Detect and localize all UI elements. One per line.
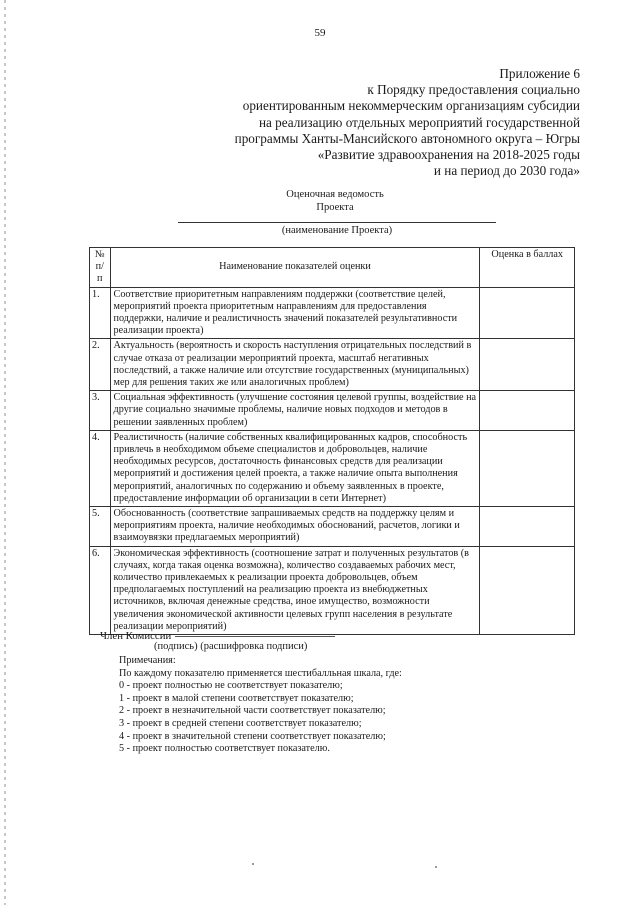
table-row	[90, 391, 575, 431]
row-indicator: Обоснованность (соответствие запрашиваемых средств на поддержку целям и мероприятиям проекта, наличие необходимых обоснований, расчетов, логики и взаимоувязки предлагаемых мероприятий)	[110, 507, 480, 547]
evaluation-table	[89, 247, 575, 635]
page-number: 59	[314, 27, 326, 39]
row-score-cell[interactable]	[480, 430, 575, 506]
row-score-cell[interactable]	[480, 391, 575, 431]
appendix-line: Приложение 6	[499, 66, 580, 81]
table-row	[90, 339, 575, 391]
project-name-underline	[178, 222, 496, 223]
row-indicator: Соответствие приоритетным направлениям поддержки (соответствие целей, мероприятий проекта приоритетным направлениям для предоставления поддержки, наличие и реалистичность значений показателей результативности реализации проекта)	[110, 287, 480, 339]
table-row	[90, 507, 575, 547]
appendix-line: ориентированным некоммерческим организациям субсидии	[242, 98, 580, 114]
scale-item: 5 - проект полностью соответствует показателю.	[119, 743, 330, 755]
row-score-cell[interactable]	[480, 507, 575, 547]
row-indicator: Экономическая эффективность (соотношение затрат и полученных результатов (в случаях, когда такая оценка возможна), количество создаваемых рабочих мест, количество привлекаемых к реализации проекта добровольцев, объем предполагаемых поступлений на реализацию проекта из внебюджетных источников, включая денежные средства, иное имущество, возможности увеличения экономической активности целевых групп населения в результате реализации мероприятий)	[110, 546, 480, 634]
header-indicator: Наименование показателей оценки	[110, 248, 480, 288]
signature-caption: (подпись) (расшифровка подписи)	[154, 641, 308, 652]
header-score: Оценка в баллах	[480, 248, 575, 288]
table-header-row	[90, 248, 575, 288]
title-line-1: Оценочная ведомость	[286, 189, 384, 200]
appendix-line: к Порядку предоставления социально	[367, 82, 580, 98]
notes-intro: По каждому показателю применяется шестибалльная шкала, где:	[119, 667, 402, 679]
table-row	[90, 546, 575, 634]
notes-heading: Примечания:	[119, 655, 176, 666]
row-number: 6.	[90, 546, 111, 634]
appendix-line: программы Ханты-Мансийского автономного округа – Югры	[234, 130, 580, 146]
scan-speck	[252, 863, 254, 865]
commission-member-label: Член Комиссии	[100, 630, 172, 642]
scale-item: 0 - проект полностью не соответствует показателю;	[119, 680, 343, 692]
header-number: № п/п	[90, 248, 111, 288]
signature-underline	[175, 636, 335, 637]
row-score-cell[interactable]	[480, 339, 575, 391]
project-name-caption: (наименование Проекта)	[281, 225, 393, 236]
row-score-cell[interactable]	[480, 287, 575, 339]
row-number: 5.	[90, 507, 111, 547]
row-number: 2.	[90, 339, 111, 391]
scale-item: 4 - проект в значительной степени соответствует показателю;	[119, 730, 386, 742]
title-line-2: Проекта	[316, 202, 354, 213]
row-number: 3.	[90, 391, 111, 431]
scan-speck	[435, 866, 437, 868]
table-row	[90, 430, 575, 506]
scale-item: 1 - проект в малой степени соответствует показателю;	[119, 692, 354, 704]
document-title	[0, 188, 640, 214]
row-number: 1.	[90, 287, 111, 339]
scale-item: 3 - проект в средней степени соответствует показателю;	[119, 717, 362, 729]
row-number: 4.	[90, 430, 111, 506]
appendix-line: «Развитие здравоохранения на 2018-2025 годы	[317, 147, 580, 163]
appendix-header	[180, 66, 580, 179]
row-indicator: Реалистичность (наличие собственных квалифицированных кадров, способность привлечь в необходимом объеме специалистов и добровольцев, наличие необходимых ресурсов, достаточность финансовых средств для реализации мероприятий и достижения целей проекта, а также наличие опыта выполнения мероприятий, аналогичных по содержанию и объему заявленных в проекте, предоставление информации об организации в сети Интернет)	[110, 430, 480, 506]
row-score-cell[interactable]	[480, 546, 575, 634]
appendix-line: и на период до 2030 года»	[433, 163, 580, 179]
scale-item: 2 - проект в незначительной части соответствует показателю;	[119, 705, 386, 717]
row-indicator: Социальная эффективность (улучшение состояния целевой группы, воздействие на другие социально значимые проблемы, наличие новых подходов и методов в решении заявленных проблем)	[110, 391, 480, 431]
appendix-line: на реализацию отдельных мероприятий государственной	[258, 114, 580, 130]
table-row	[90, 287, 575, 339]
scan-edge-artifact	[4, 0, 6, 905]
notes-section	[119, 655, 402, 756]
row-indicator: Актуальность (вероятность и скорость наступления отрицательных последствий в случае отказа от реализации мероприятий проекта, масштаб негативных последствий, а также наличие или отсутствие государственных (муниципальных) мер для решения таких же или аналогичных проблем)	[110, 339, 480, 391]
